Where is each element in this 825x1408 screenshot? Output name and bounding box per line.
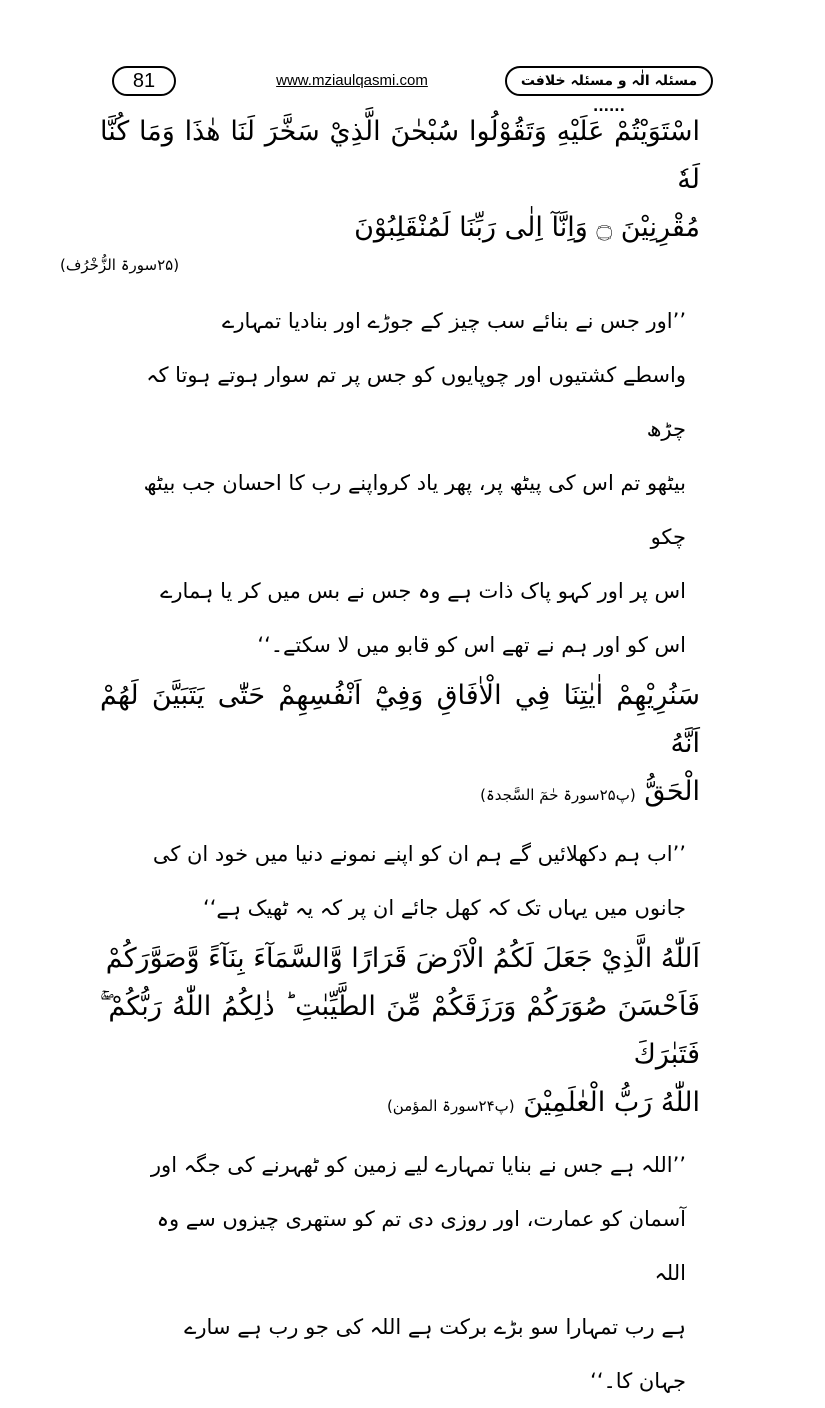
surah-reference: (۲۵سورۃ الزُّخْرُف) — [60, 256, 180, 274]
translation-line: اس کو اور ہم نے تھے اس کو قابو میں لا سکتے۔‘‘ — [257, 633, 686, 657]
translation-line: ’’اب ہم دکھلائیں گے ہم ان کو اپنے نمونے دنیا میں خود ان کی — [152, 842, 686, 866]
ayah-line: سَنُرِيْهِمْ اٰيٰتِنَا فِي الْاٰفَاقِ وَفِيْٓ اَنْفُسِهِمْ حَتّٰى يَتَبَيَّنَ لَهُمْ اَنَّهُ — [100, 680, 700, 759]
page-number: 81 — [112, 66, 176, 96]
translation-line: ہے رب تمہارا سو بڑے برکت ہے اللہ کی جو رب ہے سارے — [184, 1315, 686, 1339]
ayah-line — [100, 1079, 700, 1130]
ayah-line: فَاَحْسَنَ صُوَرَكُمْ وَرَزَقَكُمْ مِّنَ الطَّيِّبٰتِ ؕ ذٰلِكُمُ اللّٰهُ رَبُّكُمْ ۚۖ فَتَبٰرَكَ — [100, 991, 700, 1070]
page-content — [60, 108, 700, 1408]
page-header — [0, 0, 825, 115]
translation-line: آسمان کو عمارت، اور روزی دی تم کو ستھری چیزوں سے وہ اللہ — [156, 1207, 686, 1285]
surah-reference: (پ۲۴سورۃ المؤمن) — [386, 1097, 515, 1115]
translation-line: ’’اللہ ہے جس نے بنایا تمہارے لیے زمین کو ٹھہرنے کی جگہ اور — [150, 1153, 686, 1177]
ayah-line: اسْتَوَيْتُمْ عَلَيْهِ وَتَقُوْلُوا سُبْحٰنَ الَّذِيْ سَخَّرَ لَنَا هٰذَا وَمَا كُنَّا لَهٗ — [100, 116, 700, 195]
translation-block — [100, 1138, 700, 1408]
surah-reference: (پ۲۵سورۃ حٰمٓ السَّجدۃ) — [480, 786, 636, 804]
translation-line: جانوں میں یہاں تک کہ کھل جائے ان پر کہ یہ ٹھیک ہے‘‘ — [203, 896, 686, 920]
translation-line: اس پر اور کہو پاک ذات ہے وہ جس نے بس میں کر یا ہمارے — [160, 579, 686, 603]
translation-block — [100, 827, 700, 935]
ayah-text: الْحَقُّ — [644, 776, 700, 807]
translation-line: واسطے کشتیوں اور چوپایوں کو جس پر تم سوار ہوتے ہوتا کہ چڑھ — [146, 363, 686, 441]
website-link[interactable]: www.mziaulqasmi.com — [276, 72, 428, 89]
translation-block — [100, 294, 700, 672]
ayah-line: مُقْرِنِيْنَ ۝ وَاِنَّآ اِلٰى رَبِّنَا لَمُنْقَلِبُوْنَ — [354, 212, 700, 243]
translation-line: جہان کا۔‘‘ — [590, 1369, 686, 1393]
ayah-line: اَللّٰهُ الَّذِيْ جَعَلَ لَكُمُ الْاَرْضَ قَرَارًا وَّالسَّمَآءَ بِنَآءً وَّصَوَّرَكُمْ — [105, 943, 700, 974]
book-title: مسئلہ الٰہ و مسئلہ خلافت ...... — [505, 66, 713, 96]
translation-line: بیٹھو تم اس کی پیٹھ پر، پھر یاد کرواپنے رب کا احسان جب بیٹھ چکو — [143, 471, 686, 549]
ayah-text: اللّٰهُ رَبُّ الْعٰلَمِيْنَ — [523, 1087, 700, 1118]
ayah-line — [100, 768, 700, 819]
translation-line: ’’اور جس نے بنائے سب چیز کے جوڑے اور بنادیا تمہارے — [222, 309, 686, 333]
